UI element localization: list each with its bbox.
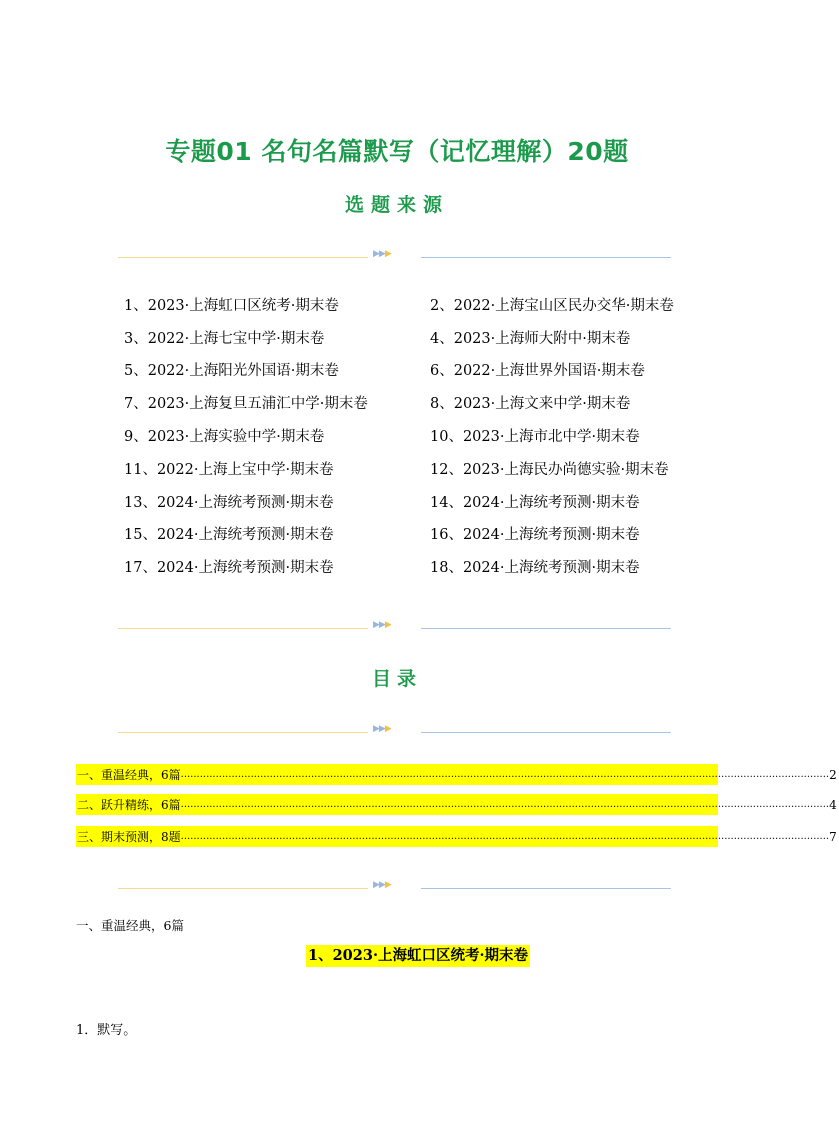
item-heading: 1、2023·上海虹口区统考·期末卷 [306, 945, 530, 967]
source-item: 18、2024·上海统考预测·期末卷 [430, 560, 640, 576]
divider: ▶▶▶ [118, 624, 671, 634]
source-item: 15、2024·上海统考预测·期末卷 [124, 527, 334, 543]
toc-entry-page: 7 [829, 829, 837, 844]
divider: ▶▶▶ [118, 253, 671, 263]
source-item: 1、2023·上海虹口区统考·期末卷 [124, 298, 339, 314]
toc-entry-title: 三、期末预测，8题 [77, 830, 181, 844]
question-text: 1．默写。 [76, 1023, 137, 1038]
source-item: 12、2023·上海民办尚德实验·期末卷 [430, 462, 669, 478]
toc-entry[interactable] [76, 826, 837, 847]
source-item: 11、2022·上海上宝中学·期末卷 [124, 462, 334, 478]
sources-heading: 选题来源 [344, 194, 449, 216]
source-item: 13、2024·上海统考预测·期末卷 [124, 495, 334, 511]
source-item: 7、2023·上海复旦五浦汇中学·期末卷 [124, 396, 368, 412]
toc-heading: 目录 [371, 668, 422, 690]
part-title: 一、重温经典，6篇 [76, 918, 184, 933]
source-item: 14、2024·上海统考预测·期末卷 [430, 495, 640, 511]
toc-leader-dots: ............................................................................................................................................................................................................ [180, 799, 830, 810]
source-item: 4、2023·上海师大附中·期末卷 [430, 331, 631, 347]
toc-leader-dots: ............................................................................................................................................................................................................ [180, 831, 830, 842]
source-item: 10、2023·上海市北中学·期末卷 [430, 429, 640, 445]
source-item: 9、2023·上海实验中学·期末卷 [124, 429, 325, 445]
toc-entry-page: 2 [829, 767, 837, 782]
source-item: 16、2024·上海统考预测·期末卷 [430, 527, 640, 543]
source-item: 2、2022·上海宝山区民办交华·期末卷 [430, 298, 674, 314]
source-item: 6、2022·上海世界外国语·期末卷 [430, 363, 645, 379]
toc-leader-dots: ............................................................................................................................................................................................................ [180, 769, 830, 780]
toc-entry[interactable] [76, 794, 837, 815]
source-item: 17、2024·上海统考预测·期末卷 [124, 560, 334, 576]
toc-entry-page: 4 [829, 797, 837, 812]
divider: ▶▶▶ [118, 728, 671, 738]
toc-entry-title: 二、跃升精练，6篇 [77, 798, 181, 812]
source-item: 8、2023·上海文来中学·期末卷 [430, 396, 631, 412]
source-item: 5、2022·上海阳光外国语·期末卷 [124, 363, 339, 379]
toc-entry[interactable] [76, 764, 837, 785]
source-item: 3、2022·上海七宝中学·期末卷 [124, 331, 325, 347]
document-title: 专题01 名句名篇默写（记忆理解）20题 [165, 137, 629, 166]
toc-entry-title: 一、重温经典，6篇 [77, 768, 181, 782]
divider: ▶▶▶ [118, 884, 671, 894]
